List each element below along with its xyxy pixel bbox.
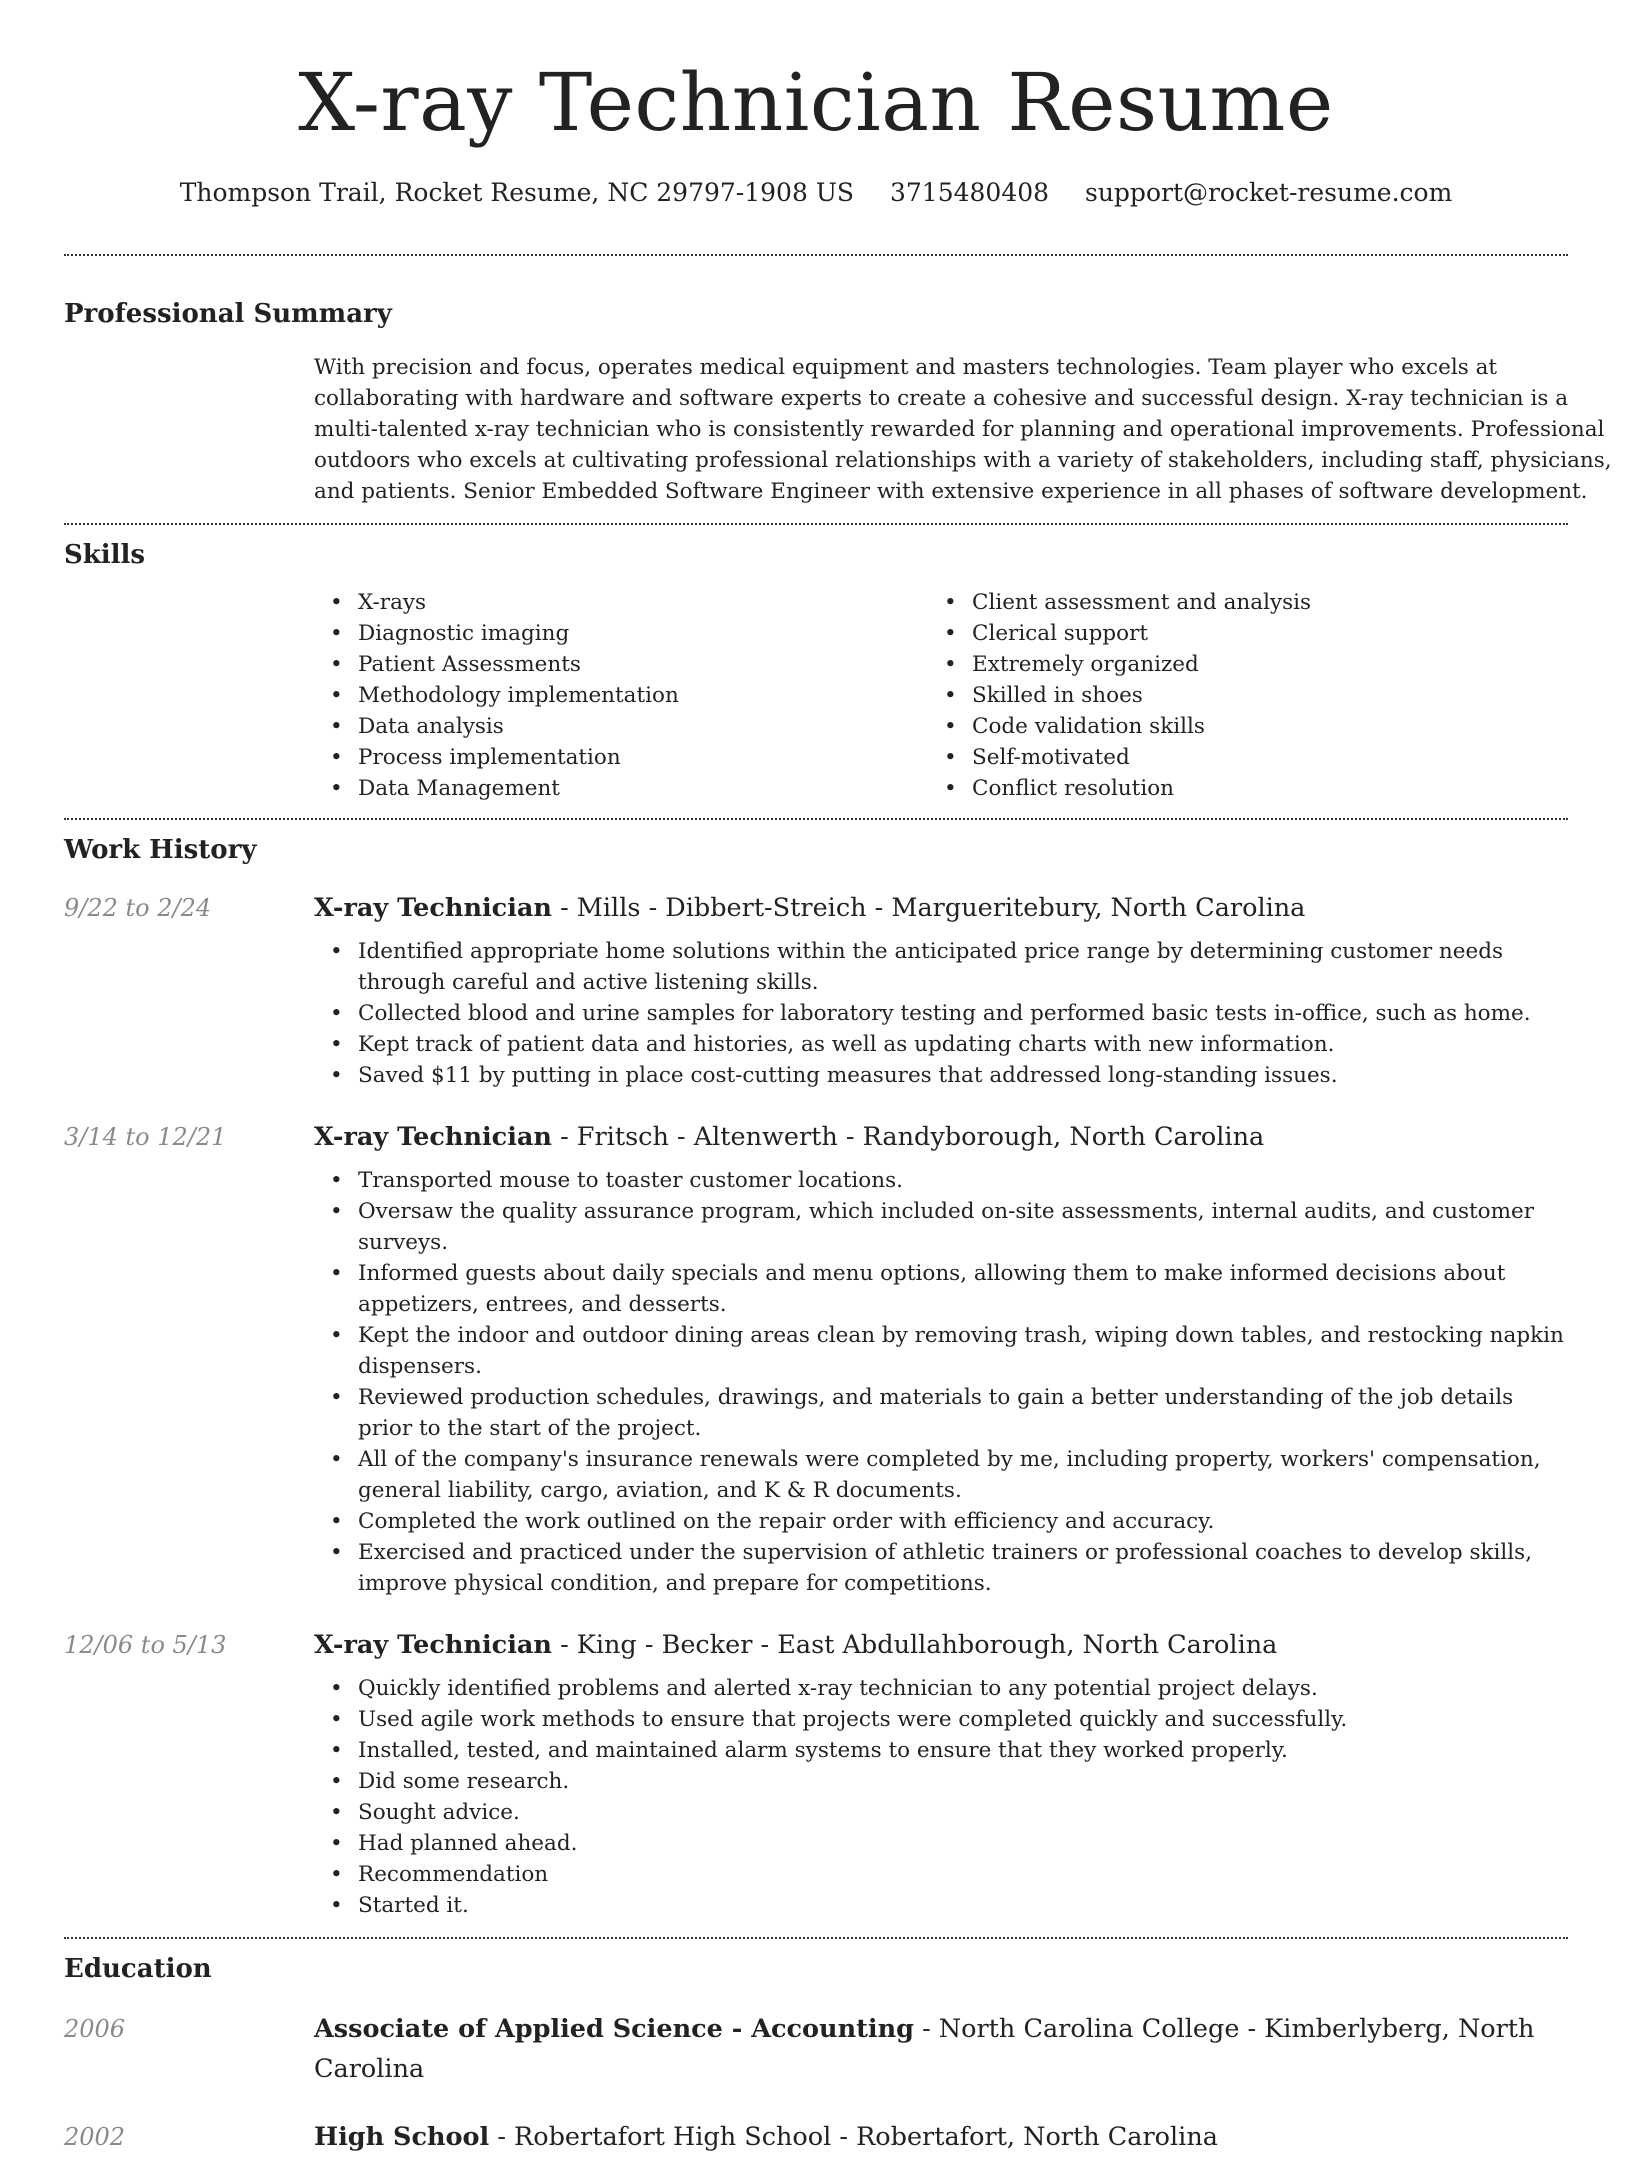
skill-item: • Self-motivated [928,742,1311,773]
job-role: X-ray Technician [314,1630,552,1660]
divider [64,523,1568,525]
skill-item: • Process implementation [314,742,928,773]
job-bullet: • Kept the indoor and outdoor dining areas clean by removing trash, wiping down tables, and restocking napkin dispensers. [314,1320,1568,1382]
job-details: - Mills - Dibbert-Streich - Margueritebury, North Carolina [551,893,1306,923]
education-title [314,2009,1568,2089]
job-entry [64,1627,1568,1921]
skill-item: • Data Management [314,773,928,804]
job-bullets [314,936,1568,1091]
job-title [314,890,1568,926]
skill-item: • Data analysis [314,711,928,742]
job-bullets [314,1673,1568,1921]
job-bullets [314,1165,1568,1599]
education-degree: High School [314,2122,490,2152]
education-details: - Robertafort High School - Robertafort, North Carolina [489,2122,1218,2152]
education-details: - North Carolina College - Kimberlyberg, North Carolina [314,2014,1535,2084]
job-bullet: • Started it. [314,1890,1568,1921]
job-body [314,890,1568,1091]
summary-text: With precision and focus, operates medical equipment and masters technologies. Team player who excels at collaborating with hardware and software experts to create a cohesive and successful design. X-ray technician is a multi-talented x-ray technician who is consistently rewarded for planning and operational improvements. Professional outdoors who excels at cultivating professional relationships with a variety of stakeholders, including staff, physicians, and patients. Senior Embedded Software Engineer with extensive experience in all phases of software development. [314,355,1612,504]
job-details: - Fritsch - Altenwerth - Randyborough, North Carolina [551,1122,1265,1152]
education-heading: Education [64,1954,212,1984]
job-bullet: • Collected blood and urine samples for laboratory testing and performed basic tests in-office, such as home. [314,998,1568,1029]
work-section [64,832,1568,1921]
divider [64,254,1568,256]
job-bullet: • Oversaw the quality assurance program, which included on-site assessments, internal audits, and customer surveys. [314,1196,1568,1258]
divider [64,1937,1568,1939]
skill-item: • Clerical support [928,618,1311,649]
job-bullet: • Saved $11 by putting in place cost-cutting measures that addressed long-standing issues. [314,1060,1568,1091]
job-details: - King - Becker - East Abdullahborough, North Carolina [551,1630,1278,1660]
job-body [314,1627,1568,1921]
job-bullet: • Transported mouse to toaster customer locations. [314,1165,1568,1196]
education-entry [64,2009,1568,2089]
job-bullet: • Completed the work outlined on the repair order with efficiency and accuracy. [314,1506,1568,1537]
job-title [314,1627,1568,1663]
job-bullet: • Exercised and practiced under the supervision of athletic trainers or professional coaches to develop skills, improve physical condition, and prepare for competitions. [314,1537,1568,1599]
job-body [314,1119,1568,1599]
resume-title: X-ray Technician Resume [298,56,1334,149]
skills-list-right [928,587,1311,804]
skills-list-left [314,587,928,804]
education-degree: Associate of Applied Science - Accounting [314,2014,914,2044]
job-bullet: • Did some research. [314,1766,1568,1797]
skill-item: • X-rays [314,587,928,618]
education-year: 2006 [64,2015,126,2043]
education-year: 2002 [64,2123,126,2151]
contact-line [64,176,1568,210]
skills-section [64,537,1568,804]
job-role: X-ray Technician [314,893,552,923]
job-role: X-ray Technician [314,1122,552,1152]
job-dates: 3/14 to 12/21 [64,1123,227,1151]
education-title [314,2117,1218,2157]
skill-item: • Patient Assessments [314,649,928,680]
job-entry [64,1119,1568,1599]
skill-item: • Code validation skills [928,711,1311,742]
job-bullet: • Informed guests about daily specials and menu options, allowing them to make informed decisions about appetizers, entrees, and desserts. [314,1258,1568,1320]
skill-item: • Client assessment and analysis [928,587,1311,618]
job-title [314,1119,1568,1155]
job-dates: 9/22 to 2/24 [64,894,212,922]
job-bullet: • Used agile work methods to ensure that projects were completed quickly and successfully. [314,1704,1568,1735]
skill-item: • Skilled in shoes [928,680,1311,711]
summary-heading: Professional Summary [64,299,392,329]
job-bullet: • Kept track of patient data and histories, as well as updating charts with new information. [314,1029,1568,1060]
divider [64,818,1568,820]
skills-heading: Skills [64,540,146,570]
skills-columns [314,587,1568,804]
skill-item: • Diagnostic imaging [314,618,928,649]
job-entry [64,890,1568,1091]
job-bullet: • Identified appropriate home solutions within the anticipated price range by determining customer needs through careful and active listening skills. [314,936,1568,998]
summary-section [64,296,1612,507]
job-bullet: • All of the company's insurance renewals were completed by me, including property, workers' compensation, general liability, cargo, aviation, and K & R documents. [314,1444,1568,1506]
job-bullet: • Sought advice. [314,1797,1568,1828]
skill-item: • Conflict resolution [928,773,1311,804]
skill-item: • Extremely organized [928,649,1311,680]
education-section [64,1951,1568,2157]
job-dates: 12/06 to 5/13 [64,1631,227,1659]
job-bullet: • Quickly identified problems and alerted x-ray technician to any potential project delays. [314,1673,1568,1704]
education-entry [64,2117,1568,2157]
work-heading: Work History [64,835,257,865]
contact-phone: 3715480408 [889,178,1050,207]
job-bullet: • Installed, tested, and maintained alarm systems to ensure that they worked properly. [314,1735,1568,1766]
contact-address: Thompson Trail, Rocket Resume, NC 29797-1908 US [179,178,855,207]
contact-email: support@rocket-resume.com [1085,178,1453,207]
job-bullet: • Had planned ahead. [314,1828,1568,1859]
job-bullet: • Recommendation [314,1859,1568,1890]
job-bullet: • Reviewed production schedules, drawings, and materials to gain a better understanding of the job details prior to the start of the project. [314,1382,1568,1444]
skill-item: • Methodology implementation [314,680,928,711]
